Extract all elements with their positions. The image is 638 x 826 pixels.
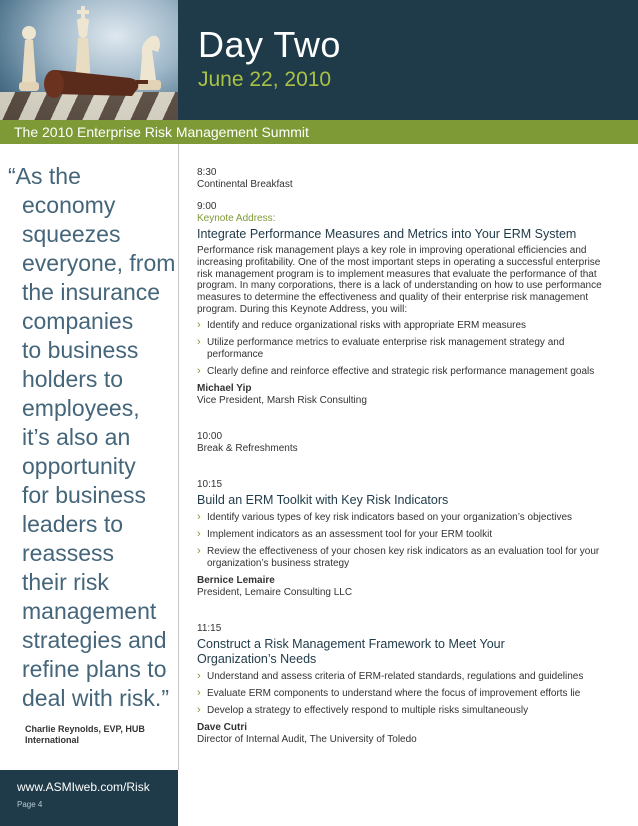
session-label: Break & Refreshments xyxy=(197,442,298,454)
quote-line: the insurance xyxy=(22,279,161,305)
quote-line: squeezes xyxy=(22,221,121,247)
quote-line: everyone, from xyxy=(22,250,176,276)
page-number: Page 4 xyxy=(17,800,43,809)
pull-quote xyxy=(8,162,178,713)
summit-name: The 2010 Enterprise Risk Management Summit xyxy=(14,124,309,140)
session-kicker: Keynote Address: xyxy=(197,213,276,224)
quote-line: opportunity xyxy=(22,453,136,479)
session-time: 8:30 xyxy=(197,167,217,178)
session-title: Build an ERM Toolkit with Key Risk Indicators xyxy=(197,492,449,507)
session-bullets xyxy=(197,671,617,717)
quote-line: for business xyxy=(22,482,147,508)
speaker-name: Michael Yip xyxy=(197,382,252,394)
session-time: 11:15 xyxy=(197,622,222,634)
agenda-session xyxy=(197,431,617,455)
agenda-session xyxy=(197,201,617,407)
session-time: 9:00 xyxy=(197,201,217,212)
quote-line: companies xyxy=(22,308,134,334)
chess-pawn-icon xyxy=(18,24,40,94)
quote-line: refine plans to xyxy=(22,656,167,682)
agenda-session xyxy=(197,167,617,191)
chess-pieces-image xyxy=(0,0,178,120)
bullet-item: › Evaluate ERM components to understand where the focus of improvement efforts lie xyxy=(197,688,617,700)
session-title: Integrate Performance Measures and Metrics into Your ERM System xyxy=(197,227,577,241)
agenda-session xyxy=(197,479,617,599)
session-bullets xyxy=(197,320,617,378)
speaker-role: Director of Internal Audit, The University of Toledo xyxy=(197,733,417,745)
website-link[interactable]: www.ASMIweb.com/Risk xyxy=(17,780,150,794)
session-label: Continental Breakfast xyxy=(197,179,293,190)
quote-attribution xyxy=(25,724,165,746)
session-bullets xyxy=(197,512,617,570)
page-footer xyxy=(0,770,178,826)
page-title: Day Two xyxy=(198,24,341,65)
attribution-name: Charlie Reynolds, EVP, HUB xyxy=(25,724,145,734)
bullet-item: › Identify and reduce organizational risks with appropriate ERM measures xyxy=(197,320,617,332)
quote-line: economy xyxy=(22,192,116,218)
bullet-item: › Utilize performance metrics to evaluate enterprise risk management strategy and performance xyxy=(197,337,617,361)
quote-line: deal with risk.” xyxy=(22,685,169,711)
attribution-org: International xyxy=(25,735,80,745)
agenda xyxy=(197,167,617,746)
quote-line: strategies and xyxy=(22,627,167,653)
quote-line: “As the xyxy=(8,163,81,189)
quote-line: leaders to xyxy=(22,511,124,537)
quote-line: reassess xyxy=(22,540,115,566)
speaker-name: Dave Cutri xyxy=(197,721,248,733)
column-divider xyxy=(178,144,179,770)
quote-line: holders to xyxy=(22,366,124,392)
bullet-item: › Clearly define and reinforce effective and strategic risk performance management goals xyxy=(197,366,617,378)
event-date: June 22, 2010 xyxy=(198,68,332,91)
session-time: 10:00 xyxy=(197,430,223,442)
session-title: Construct a Risk Management Framework to Meet Your Organization’s Needs xyxy=(197,636,505,666)
bullet-item: › Develop a strategy to effectively respond to multiple risks simultaneously xyxy=(197,705,617,717)
session-description: Performance risk management plays a key role in improving operational efficiencies and increasing profitability. One of the most important steps in operating a successful enterprise risk management program is to implement measures that evaluate the performance of that program. In many corporations, there is a lack of understanding on how to use performance measures to determine the effectiveness and quality of their enterprise risk management program. During this Keynote Address, you will: xyxy=(197,245,602,315)
quote-line: their risk xyxy=(22,569,109,595)
quote-line: to business xyxy=(22,337,139,363)
header-banner xyxy=(0,0,638,120)
quote-line: it’s also an xyxy=(22,424,131,450)
summit-band xyxy=(0,120,638,144)
agenda-session xyxy=(197,623,617,746)
speaker-role: President, Lemaire Consulting LLC xyxy=(197,586,353,598)
quote-line: management xyxy=(22,598,157,624)
bullet-item: › Implement indicators as an assessment tool for your ERM toolkit xyxy=(197,529,617,541)
bullet-item: › Review the effectiveness of your chosen key risk indicators as an evaluation tool for your organization’s business strategy xyxy=(197,546,617,570)
speaker-name: Bernice Lemaire xyxy=(197,574,275,586)
quote-line: employees, xyxy=(22,395,140,421)
speaker-role: Vice President, Marsh Risk Consulting xyxy=(197,394,367,406)
fallen-chess-king-icon xyxy=(40,60,150,106)
bullet-item: › Understand and assess criteria of ERM-related standards, regulations and guidelines xyxy=(197,671,617,683)
session-time: 10:15 xyxy=(197,478,223,490)
bullet-item: › Identify various types of key risk indicators based on your organization’s objectives xyxy=(197,512,617,524)
